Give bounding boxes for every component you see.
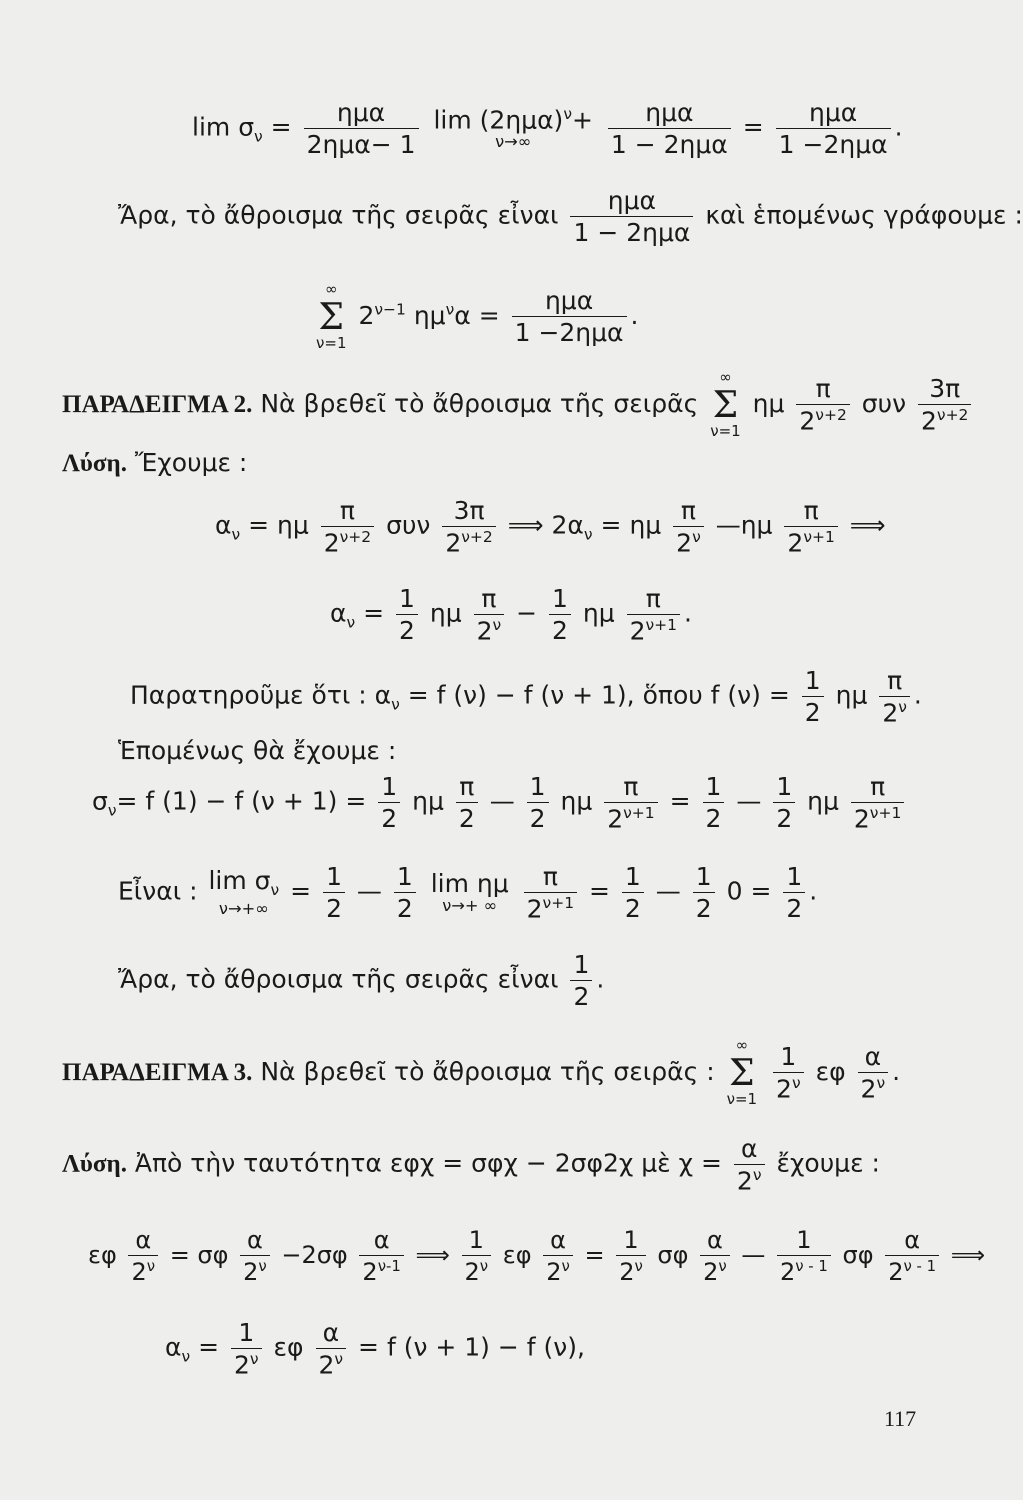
fraction: $\frac{1}{2}$ <box>527 774 549 831</box>
fraction: ημα 2ημα− 1 <box>304 100 419 157</box>
fraction: $\frac{1}{2}$ <box>549 586 571 643</box>
equation-alpha-n-split: $\alpha_\nu$ = $\frac{1}{2}$ ημ $\frac{\pi}{2^\nu}$ − $\frac{1}{2}$ ημ $\frac{\pi}{2^{\nu+1}}$ . <box>330 584 692 646</box>
fraction: $\frac{1}{2^\nu}$ <box>773 1044 804 1101</box>
fraction: $\frac{1}{2^\nu}$ <box>616 1228 646 1284</box>
fraction: $\frac{\pi}{2^{\nu+2}}$ <box>796 376 849 433</box>
fraction: $\frac{1}{2}$ <box>693 864 715 921</box>
fraction: $\frac{\alpha}{2^{\nu - 1}}$ <box>885 1228 939 1284</box>
fraction: $\frac{1}{2}$ <box>783 864 805 921</box>
fraction: $\frac{1}{2}$ <box>396 586 418 643</box>
fraction: $\frac{3\pi}{2^{\nu+2}}$ <box>442 498 495 555</box>
text-line-sum-half: Ἄρα, τὸ ἄθροισμα τῆς σειρᾶς εἶναι $\frac{1}{2}$ . <box>118 950 605 1011</box>
fraction: $\frac{\alpha}{2^\nu}$ <box>240 1228 270 1284</box>
sigma-sum: ∞ Σ ν=1 <box>316 280 347 352</box>
equation-limit-result: Εἶναι : $\lim \sigma_\nu$ ν→+∞ = $\frac{1}{2}$ — $\frac{1}{2}$ lim ημ ν→+ ∞ $\frac{\pi}{2^{\nu+1}}$ = $\frac{1}{2}$ — $\frac{1}{2}$ 0 = $\frac{1}{2}$ . <box>118 862 818 924</box>
example-heading: ΠΑΡΑΔΕΙΓΜΑ 2. <box>62 390 253 418</box>
fraction: $\frac{1}{2}$ <box>773 774 795 831</box>
fraction: $\frac{\alpha}{2^\nu}$ <box>316 1320 347 1377</box>
fraction: $\frac{1}{2^\nu}$ <box>462 1228 492 1284</box>
solution-label: Λύση. <box>62 1150 127 1178</box>
equation-tangent-identity: εφ $\frac{\alpha}{2^\nu}$ = σφ $\frac{\alpha}{2^\nu}$ −2σφ $\frac{\alpha}{2^{\nu-1}}$ ⟹ $\frac{1}{2^\nu}$ εφ $\frac{\alpha}{2^\nu}$ = $\frac{1}{2^\nu}$ σφ $\frac{\alpha}{2^\nu}$ — $\frac{1}{2^{\nu - 1}}$ σφ $\frac{\alpha}{2^{\nu - 1}}$ ⟹ <box>88 1226 986 1286</box>
fraction: $\frac{\alpha}{2^\nu}$ <box>128 1228 158 1284</box>
limit: $\lim (2\eta\mu\alpha)^\nu+$ ν→∞ <box>433 104 593 152</box>
example-heading: ΠΑΡΑΔΕΙΓΜΑ 3. <box>62 1058 253 1086</box>
sigma-sum: ∞ Σ ν=1 <box>726 1036 758 1108</box>
fraction: $\frac{\pi}{2^{\nu+1}}$ <box>524 864 577 921</box>
fraction: $\frac{1}{2}$ <box>802 668 824 725</box>
equation-series-sum: ∞ Σ ν=1 $2^{\nu-1}$ $\eta\mu^\nu\alpha$ = ημα 1 −2ημα . <box>316 280 639 352</box>
fraction: ημα 1 − 2ημα <box>570 188 693 245</box>
fraction: $\frac{\pi}{2^{\nu+1}}$ <box>784 498 837 555</box>
fraction: $\frac{1}{2}$ <box>394 864 416 921</box>
fraction: $\frac{\pi}{2^{\nu+2}}$ <box>321 498 374 555</box>
limit: $\lim \sigma_\nu$ ν→+∞ <box>208 866 280 918</box>
fraction: $\frac{\pi}{2^{\nu+1}}$ <box>627 586 680 643</box>
fraction: $\frac{3\pi}{2^{\nu+2}}$ <box>918 376 971 433</box>
example-2-statement: ΠΑΡΑΔΕΙΓΜΑ 2. Νὰ βρεθεῖ τὸ ἄθροισμα τῆς σειρᾶς ∞ Σ ν=1 ημ $\frac{\pi}{2^{\nu+2}}$ συν $\frac{3\pi}{2^{\nu+2}}$ <box>62 370 975 440</box>
fraction: $\frac{1}{2}$ <box>622 864 644 921</box>
limit: lim ημ ν→+ ∞ <box>430 869 509 916</box>
fraction: $\frac{\alpha}{2^\nu}$ <box>734 1136 765 1193</box>
fraction: $\frac{1}{2}$ <box>323 864 345 921</box>
text-line-observation: Παρατηροῦμε ὅτι : $\alpha_\nu = f$ (ν) − f (ν + 1), ὅπου f (ν) = $\frac{1}{2}$ ημ $\frac{\pi}{2^\nu}$ . <box>130 666 922 728</box>
text-line-sum-result: Ἄρα, τὸ ἄθροισμα τῆς σειρᾶς εἶναι ημα 1 − 2ημα καὶ ἑπομένως γράφουμε : <box>118 186 1023 247</box>
equation-sigma-n: $\sigma_\nu= f$ (1) − f (ν + 1) = $\frac{1}{2}$ ημ $\frac{\pi}{2}$ — $\frac{1}{2}$ ημ $\frac{\pi}{2^{\nu+1}}$ = $\frac{1}{2}$ — $\frac{1}{2}$ ημ $\frac{\pi}{2^{\nu+1}}$ <box>92 774 908 831</box>
fraction: $\frac{\pi}{2^\nu}$ <box>673 498 704 555</box>
fraction: $\frac{1}{2^{\nu - 1}}$ <box>777 1228 831 1284</box>
fraction: $\frac{1}{2}$ <box>703 774 725 831</box>
fraction: $\frac{\pi}{2^{\nu+1}}$ <box>604 774 657 831</box>
solution-label: Λύση. <box>62 450 127 477</box>
fraction: $\frac{1}{2}$ <box>570 952 592 1009</box>
fraction: $\frac{\alpha}{2^\nu}$ <box>858 1044 889 1101</box>
example-3-statement: ΠΑΡΑΔΕΙΓΜΑ 3. Νὰ βρεθεῖ τὸ ἄθροισμα τῆς σειρᾶς : ∞ Σ ν=1 $\frac{1}{2^\nu}$ εφ $\frac{\alpha}{2^\nu}$ . <box>62 1036 901 1108</box>
fraction: $\frac{\alpha}{2^{\nu-1}}$ <box>359 1228 403 1284</box>
page-number: 117 <box>884 1406 917 1431</box>
solution-3-intro: Λύση. Ἀπὸ τὴν ταυτότητα εφχ = σφχ − 2σφ2χ μὲ χ = $\frac{\alpha}{2^\nu}$ ἔχουμε : <box>62 1134 880 1196</box>
solution-2-intro: Λύση. Ἔχουμε : <box>62 448 248 477</box>
fraction: $\frac{1}{2^\nu}$ <box>231 1320 262 1377</box>
fraction: $\frac{\alpha}{2^\nu}$ <box>543 1228 573 1284</box>
fraction: $\frac{1}{2}$ <box>378 774 400 831</box>
text-line-therefore: Ἑπομένως θὰ ἔχουμε : <box>118 736 397 765</box>
fraction: ημα 1 − 2ημα <box>608 100 731 157</box>
equation-limit-sigma: $\lim \sigma_\nu$ = ημα 2ημα− 1 $\lim (2\eta\mu\alpha)^\nu+$ ν→∞ ημα 1 − 2ημα = ημα 1 −2ημα . <box>192 98 903 159</box>
sigma-sum: ∞ Σ ν=1 <box>710 368 741 440</box>
equation-alpha-n-tangent: $\alpha_\nu$ = $\frac{1}{2^\nu}$ εφ $\frac{\alpha}{2^\nu}$ = f (ν + 1) − f (ν), <box>165 1318 585 1380</box>
fraction: $\frac{\pi}{2^\nu}$ <box>879 668 910 725</box>
fraction: $\frac{\pi}{2}$ <box>456 774 478 831</box>
fraction: $\frac{\alpha}{2^\nu}$ <box>700 1228 730 1284</box>
fraction: $\frac{\pi}{2^\nu}$ <box>474 586 505 643</box>
equation-alpha-n: $\alpha_\nu = \eta\mu$ $\frac{\pi}{2^{\nu+2}}$ συν $\frac{3\pi}{2^{\nu+2}}$ ⟹ $2\alpha_\nu = \eta\mu$ $\frac{\pi}{2^\nu}$ —ημ $\frac{\pi}{2^{\nu+1}}$ ⟹ <box>215 496 886 558</box>
fraction: ημα 1 −2ημα <box>776 100 891 157</box>
fraction: $\frac{\pi}{2^{\nu+1}}$ <box>851 774 904 831</box>
fraction: ημα 1 −2ημα <box>512 288 627 345</box>
